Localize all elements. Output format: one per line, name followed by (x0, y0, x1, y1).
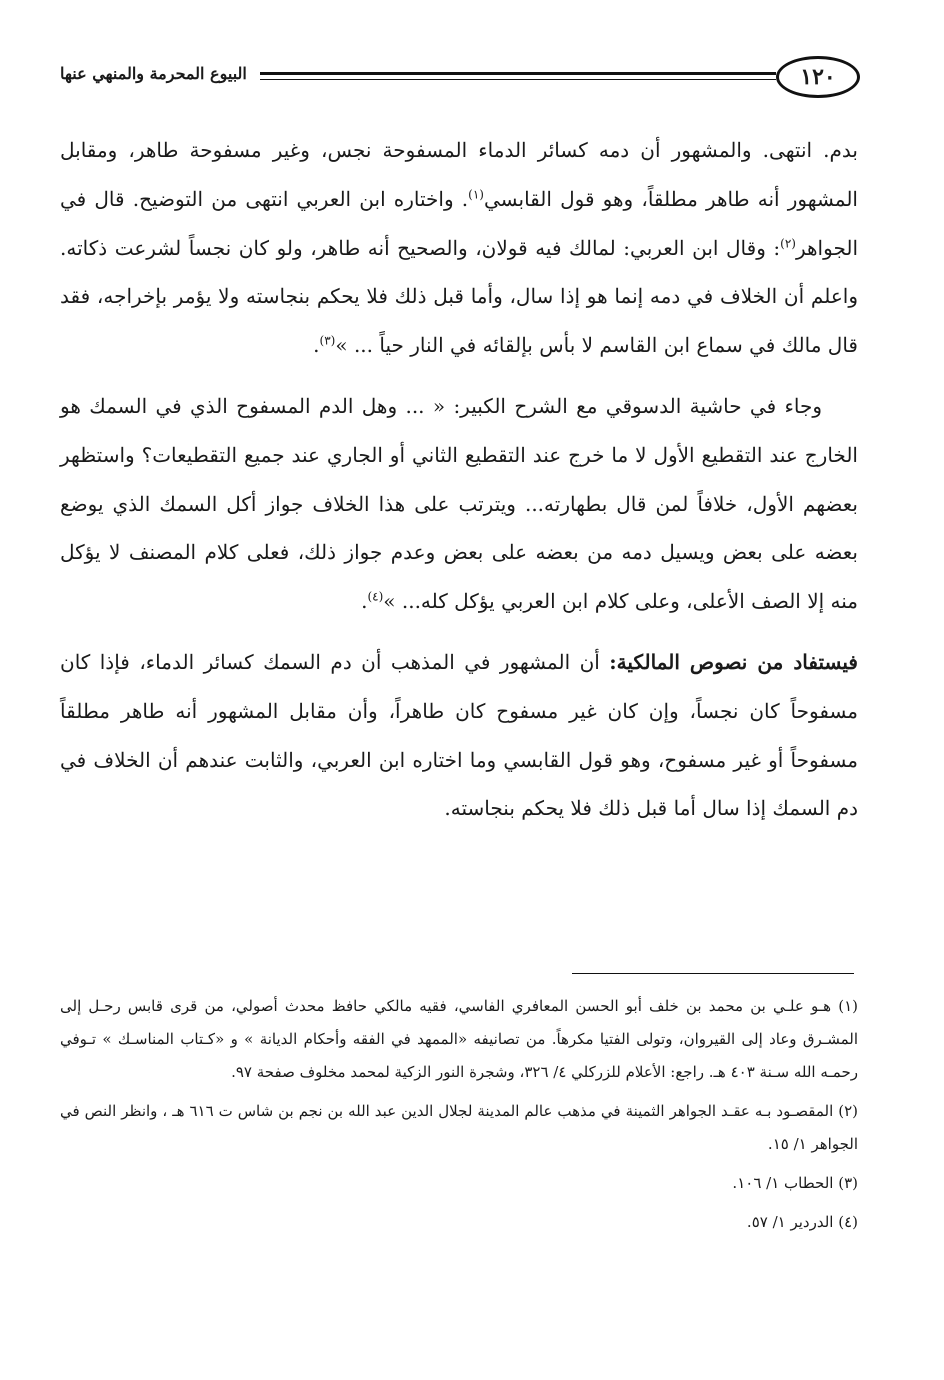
main-text (60, 126, 858, 845)
running-title: البيوع المحرمة والمنهي عنها (60, 64, 247, 83)
header-rule-thin (260, 79, 776, 80)
paragraph-1-end: . (313, 333, 320, 358)
header-rule-thick (260, 72, 776, 75)
footnote-separator (572, 973, 854, 974)
footnote-3: (٣) الحطاب ١/ ١٠٦. (732, 1174, 858, 1192)
footnote-4: (٤) الدردير ١/ ٥٧. (746, 1213, 858, 1231)
footnotes (60, 990, 858, 1245)
paragraph-1-text-a: بدم. انتهى. والمشهور أن دمه كسائر الدماء المسفوحة نجس، وغير مسفوحة طاهر، ومقابل المشهور أنه طاهر مطلقاً، وهو قول القابسي (60, 138, 858, 211)
paragraph-2 (60, 382, 858, 626)
paragraph-2-end: . (361, 589, 368, 614)
paragraph-1-text-c: : وقال ابن العربي: لمالك فيه قولان، والصحيح أنه طاهر، ولو كان نجساً لشرعت ذكاته. واعلم أن الخلاف في دمه إنما هو إذا سال، وأما قبل ذلك فلا يحكم بنجاسته ولا يؤمر بإخراجه، فقد قال مالك في سماع ابن القاسم لا بأس بإلقائه في النار حياً ... » (60, 235, 858, 358)
footnote-1: (١) هـو علـي بن محمد بن خلف أبو الحسن المعافري الفاسي، فقيه مالكي حافظ محدث أصولي، من قرى قابس رحـل إلى المشـرق وعاد إلى القيروان، وتولى الفتيا مكرهاً. من تصانيفه «الممهد في الفقه وأحكام الديانة » و «كـتاب المناسـك » تـوفي رحمـه الله سـنة ٤٠٣ هـ. راجع: الأعلام للزركلي ٤/ ٣٢٦، وشجرة النور الزكية لمحمد مخلوف صفحة ٩٧. (60, 997, 858, 1081)
paragraph-1-text-b: . واختاره ابن العربي انتهى من التوضيح. قال في الجواهر (60, 186, 858, 260)
paragraph-3-text: أن المشهور في المذهب أن دم السمك كسائر الدماء، فإذا كان مسفوحاً كان نجساً، وإن كان غير مسفوح كان طاهراً، وأن مقابل المشهور أنه طاهر مطلقاً مسفوحاً أو غير مسفوح، وهو قول القابسي وما اختاره ابن العربي، والثابت عندهم أن الخلاف في دم السمك إذا سال أما قبل ذلك فلا يحكم بنجاسته. (60, 649, 858, 821)
footnote-ref-1: (١) (468, 187, 484, 202)
footnote-ref-2: (٢) (780, 235, 796, 250)
paragraph-2-text: وجاء في حاشية الدسوقي مع الشرح الكبير: « ... وهل الدم المسفوح الذي في السمك هو الخارج عند التقطيع الأول لا ما خرج عند التقطيع الثاني أو الجاري عند جميع التقطيعات؟ واستظهر بعضهم الأول، خلافاً لمن قال بطهارته... ويترتب على هذا الخلاف جواز أكل السمك الذي يوضع بعضه على بعض ويسيل دمه من بعضه على بعض وعدم جواز ذلك، فعلى كلام المصنف لا يؤكل منه إلا الصف الأعلى، وعلى كلام ابن العربي يؤكل كله... » (60, 393, 858, 614)
footnote-ref-4: (٤) (367, 589, 384, 604)
paragraph-3 (60, 638, 858, 833)
page-header (60, 52, 860, 104)
footnote-ref-3: (٣) (319, 333, 336, 348)
page-number: ١٢٠ (776, 56, 860, 98)
paragraph-1 (60, 126, 858, 370)
paragraph-3-lead: فيستفاد من نصوص المالكية: (609, 649, 858, 674)
footnote-2: (٢) المقصـود بـه عقـد الجواهر الثمينة في مذهب عالم المدينة لجلال الدين عبد الله بن نجم بن شاس ت ٦١٦ هـ ، وانظر النص في الجواهر ١/ ١٥. (60, 1102, 858, 1153)
